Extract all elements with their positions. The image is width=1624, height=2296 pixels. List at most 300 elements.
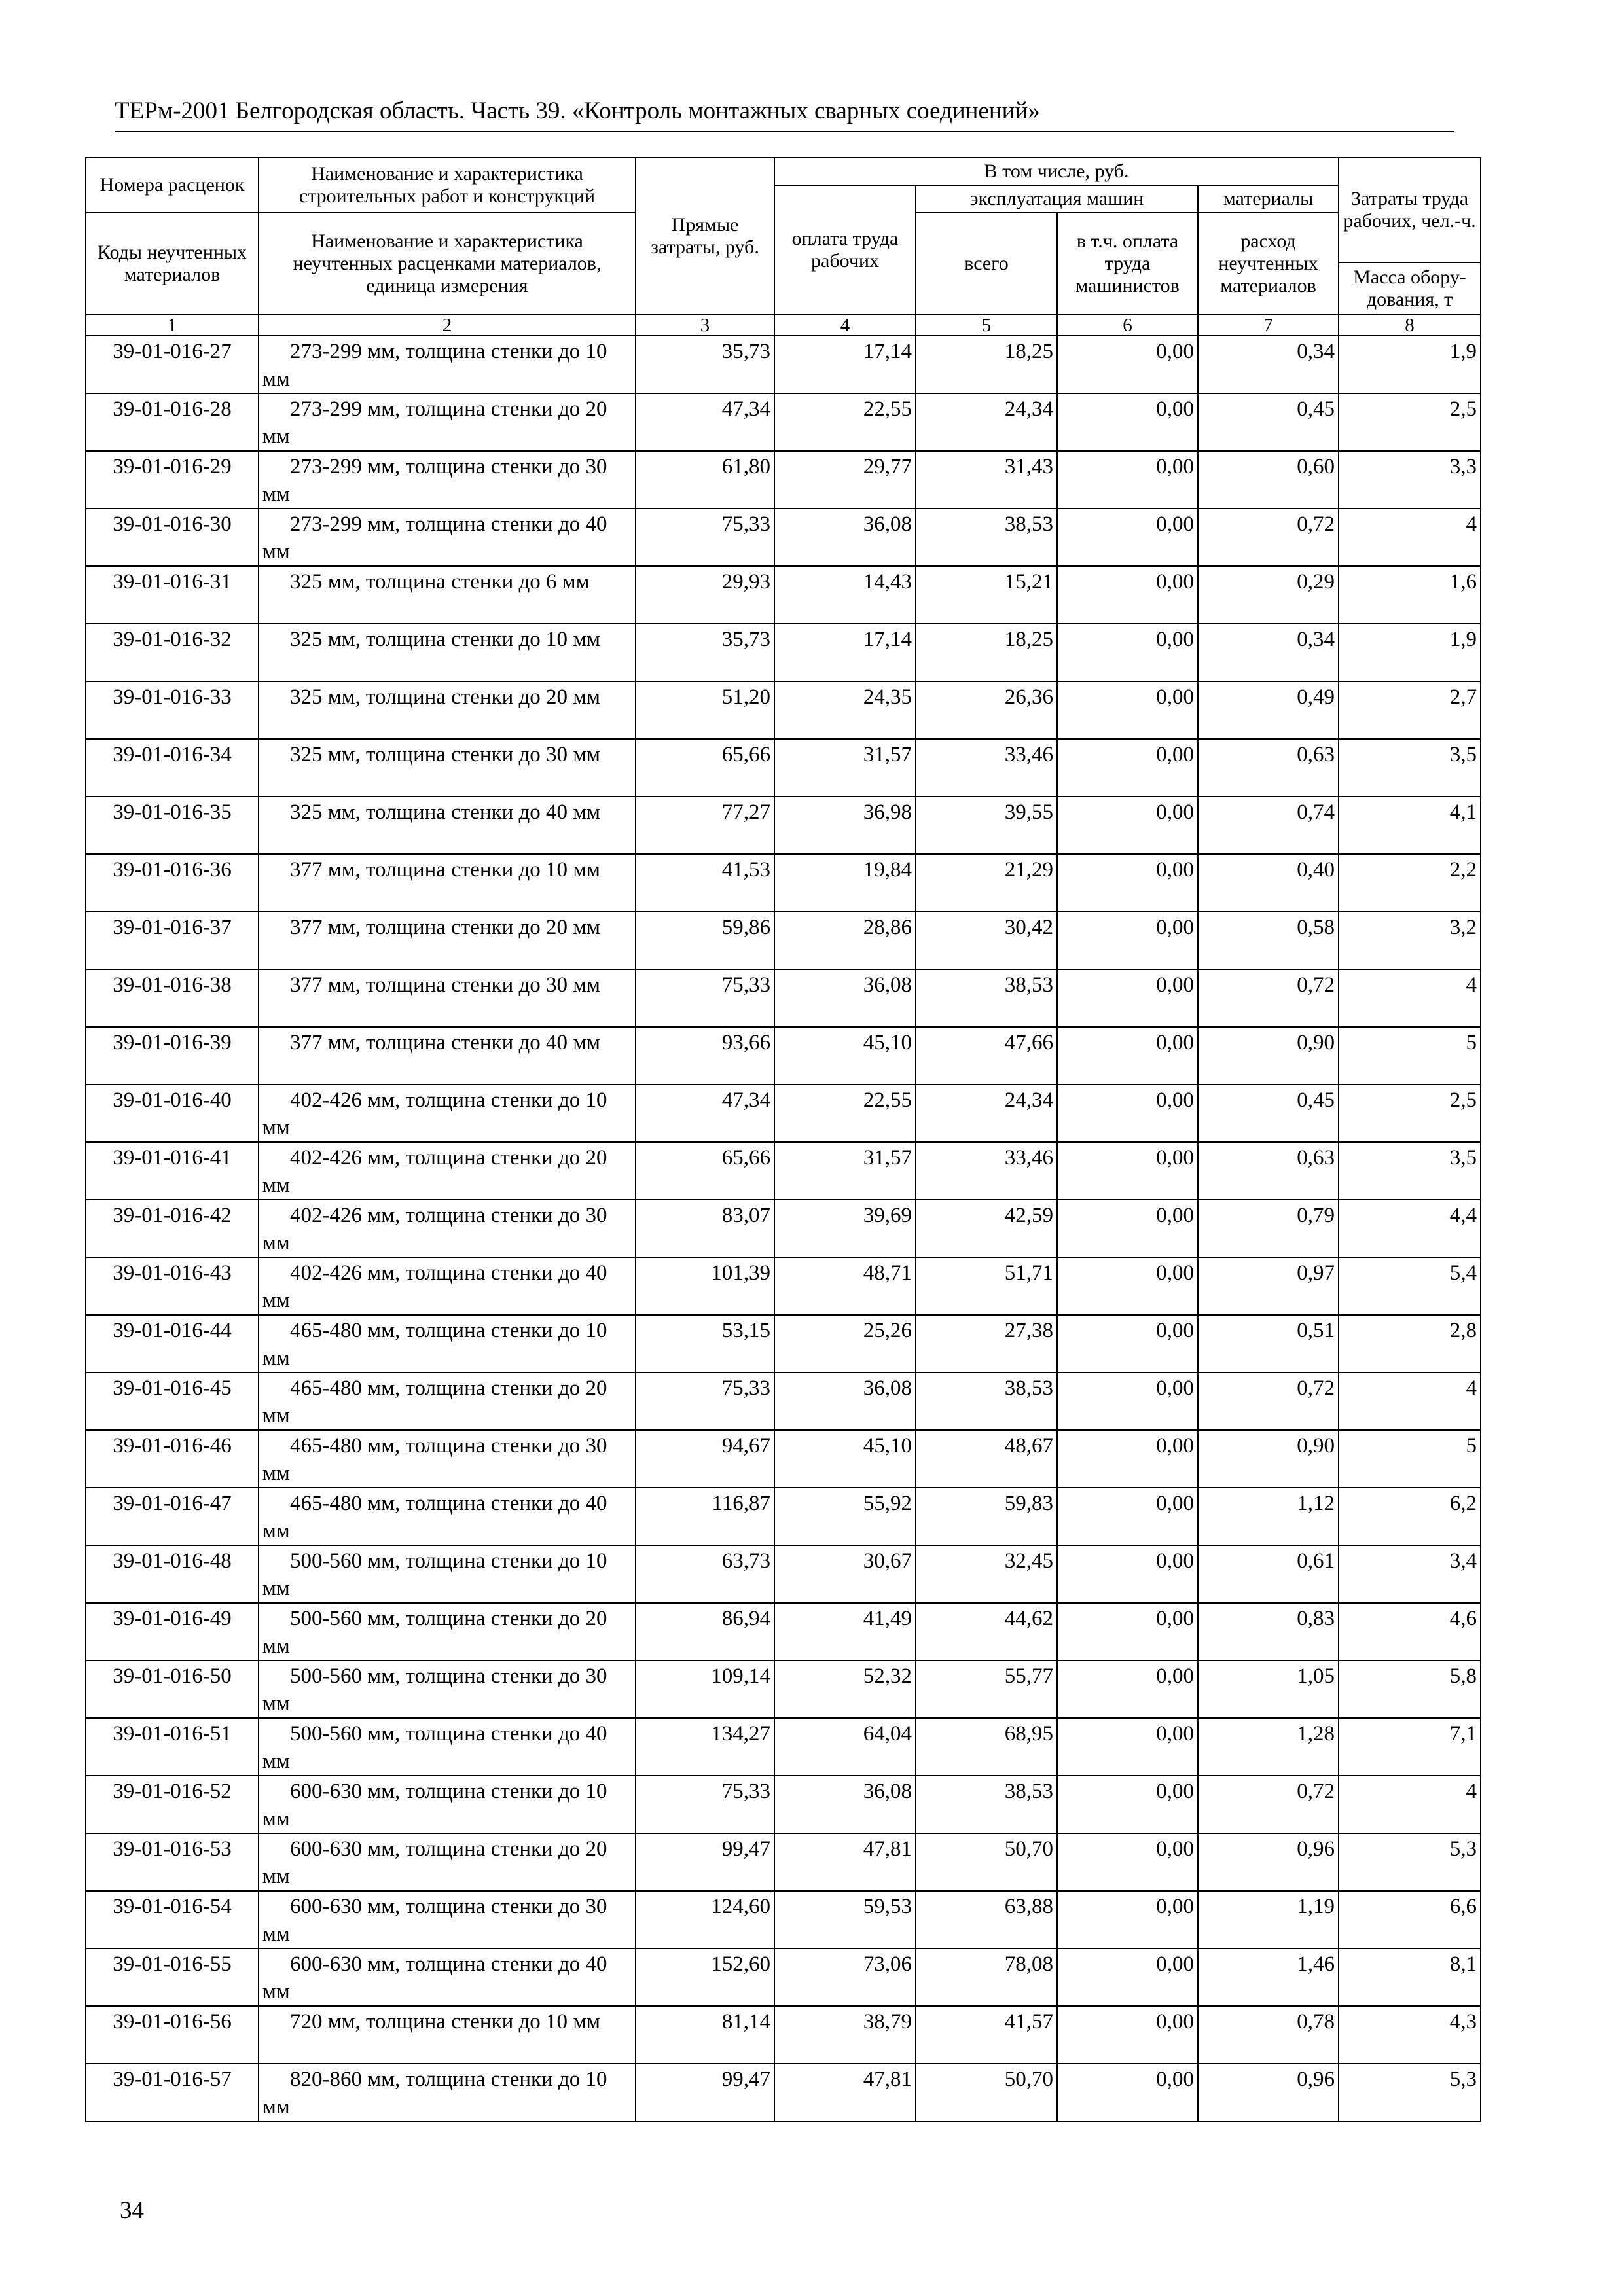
materials-cell: 0,45: [1198, 1085, 1339, 1142]
operator-pay-cell: 0,00: [1057, 1027, 1198, 1085]
machine-total-cell: 68,95: [916, 1718, 1057, 1776]
machine-total-cell: 27,38: [916, 1315, 1057, 1372]
table-row: [86, 1718, 1481, 1776]
header-materials: материалы: [1198, 185, 1339, 213]
rate-code-cell: 39-01-016-50: [86, 1660, 259, 1718]
labor-costs-cell: 5: [1339, 1027, 1481, 1085]
header-direct-costs: Прямые затраты, руб.: [636, 158, 774, 315]
direct-costs-cell: 152,60: [636, 1948, 774, 2006]
labor-costs-cell: 8,1: [1339, 1948, 1481, 2006]
worker-pay-cell: 14,43: [774, 566, 916, 624]
materials-cell: 0,45: [1198, 393, 1339, 451]
table-header: [86, 158, 1481, 336]
machine-total-cell: 18,25: [916, 624, 1057, 681]
rate-code-cell: 39-01-016-56: [86, 2006, 259, 2064]
labor-costs-cell: 5,3: [1339, 2064, 1481, 2121]
table-row: [86, 1948, 1481, 2006]
rate-code-cell: 39-01-016-32: [86, 624, 259, 681]
operator-pay-cell: 0,00: [1057, 336, 1198, 393]
rate-name-cell: 465-480 мм, толщина стенки до 40 мм: [259, 1488, 636, 1545]
direct-costs-cell: 99,47: [636, 2064, 774, 2121]
labor-costs-cell: 5,8: [1339, 1660, 1481, 1718]
operator-pay-cell: 0,00: [1057, 1315, 1198, 1372]
rate-code-cell: 39-01-016-51: [86, 1718, 259, 1776]
header-divider: [115, 131, 1454, 132]
direct-costs-cell: 83,07: [636, 1200, 774, 1257]
worker-pay-cell: 39,69: [774, 1200, 916, 1257]
rate-name-cell: 600-630 мм, толщина стенки до 40 мм: [259, 1948, 636, 2006]
direct-costs-cell: 116,87: [636, 1488, 774, 1545]
worker-pay-cell: 38,79: [774, 2006, 916, 2064]
rate-code-cell: 39-01-016-55: [86, 1948, 259, 2006]
worker-pay-cell: 45,10: [774, 1027, 916, 1085]
worker-pay-cell: 52,32: [774, 1660, 916, 1718]
worker-pay-cell: 28,86: [774, 912, 916, 969]
rate-name-cell: 273-299 мм, толщина стенки до 20 мм: [259, 393, 636, 451]
operator-pay-cell: 0,00: [1057, 739, 1198, 797]
rate-name-cell: 377 мм, толщина стенки до 10 мм: [259, 854, 636, 912]
labor-costs-cell: 2,7: [1339, 681, 1481, 739]
rate-code-cell: 39-01-016-33: [86, 681, 259, 739]
direct-costs-cell: 86,94: [636, 1603, 774, 1660]
machine-total-cell: 32,45: [916, 1545, 1057, 1603]
machine-total-cell: 59,83: [916, 1488, 1057, 1545]
header-rate-numbers: Номера расценок: [86, 158, 259, 213]
direct-costs-cell: 35,73: [636, 336, 774, 393]
rate-name-cell: 273-299 мм, толщина стенки до 40 мм: [259, 509, 636, 566]
rate-name-cell: 720 мм, толщина стенки до 10 мм: [259, 2006, 636, 2064]
rate-name-cell: 500-560 мм, толщина стенки до 30 мм: [259, 1660, 636, 1718]
machine-total-cell: 38,53: [916, 1372, 1057, 1430]
rate-name-cell: 600-630 мм, толщина стенки до 30 мм: [259, 1891, 636, 1948]
machine-total-cell: 50,70: [916, 2064, 1057, 2121]
labor-costs-cell: 4: [1339, 509, 1481, 566]
labor-costs-cell: 5,4: [1339, 1257, 1481, 1315]
rate-name-cell: 402-426 мм, толщина стенки до 10 мм: [259, 1085, 636, 1142]
rate-code-cell: 39-01-016-48: [86, 1545, 259, 1603]
rate-name-cell: 325 мм, толщина стенки до 20 мм: [259, 681, 636, 739]
operator-pay-cell: 0,00: [1057, 1257, 1198, 1315]
direct-costs-cell: 65,66: [636, 1142, 774, 1200]
direct-costs-cell: 134,27: [636, 1718, 774, 1776]
direct-costs-cell: 63,73: [636, 1545, 774, 1603]
materials-cell: 0,60: [1198, 451, 1339, 509]
materials-cell: 0,96: [1198, 1833, 1339, 1891]
header-operator-pay: в т.ч. оплата труда машинистов: [1057, 213, 1198, 315]
table-row: [86, 2006, 1481, 2064]
direct-costs-cell: 47,34: [636, 1085, 774, 1142]
materials-cell: 1,05: [1198, 1660, 1339, 1718]
header-total: всего: [916, 213, 1057, 315]
rate-code-cell: 39-01-016-28: [86, 393, 259, 451]
direct-costs-cell: 59,86: [636, 912, 774, 969]
direct-costs-cell: 94,67: [636, 1430, 774, 1488]
table-row: [86, 393, 1481, 451]
table-row: [86, 1200, 1481, 1257]
column-number: 2: [259, 315, 636, 336]
operator-pay-cell: 0,00: [1057, 1891, 1198, 1948]
machine-total-cell: 41,57: [916, 2006, 1057, 2064]
machine-total-cell: 38,53: [916, 509, 1057, 566]
labor-costs-cell: 1,6: [1339, 566, 1481, 624]
labor-costs-cell: 6,6: [1339, 1891, 1481, 1948]
labor-costs-cell: 5,3: [1339, 1833, 1481, 1891]
header-equipment-mass: Масса обору-дования, т: [1339, 262, 1481, 315]
labor-costs-cell: 3,5: [1339, 1142, 1481, 1200]
page-header-title: ТЕРм-2001 Белгородская область. Часть 39. «Контроль монтажных сварных соединений»: [115, 98, 1040, 124]
direct-costs-cell: 47,34: [636, 393, 774, 451]
machine-total-cell: 31,43: [916, 451, 1057, 509]
table-row: [86, 624, 1481, 681]
table-row: [86, 969, 1481, 1027]
table-row: [86, 1660, 1481, 1718]
worker-pay-cell: 73,06: [774, 1948, 916, 2006]
labor-costs-cell: 3,5: [1339, 739, 1481, 797]
direct-costs-cell: 65,66: [636, 739, 774, 797]
rate-code-cell: 39-01-016-44: [86, 1315, 259, 1372]
labor-costs-cell: 4,6: [1339, 1603, 1481, 1660]
table-row: [86, 681, 1481, 739]
rate-name-cell: 600-630 мм, толщина стенки до 10 мм: [259, 1776, 636, 1833]
labor-costs-cell: 3,2: [1339, 912, 1481, 969]
operator-pay-cell: 0,00: [1057, 1545, 1198, 1603]
rate-code-cell: 39-01-016-34: [86, 739, 259, 797]
worker-pay-cell: 47,81: [774, 2064, 916, 2121]
materials-cell: 0,72: [1198, 1776, 1339, 1833]
labor-costs-cell: 4: [1339, 1372, 1481, 1430]
machine-total-cell: 33,46: [916, 1142, 1057, 1200]
column-number: 4: [774, 315, 916, 336]
machine-total-cell: 47,66: [916, 1027, 1057, 1085]
labor-costs-cell: 2,5: [1339, 393, 1481, 451]
rate-name-cell: 377 мм, толщина стенки до 20 мм: [259, 912, 636, 969]
column-number: 3: [636, 315, 774, 336]
worker-pay-cell: 17,14: [774, 336, 916, 393]
worker-pay-cell: 25,26: [774, 1315, 916, 1372]
rate-name-cell: 325 мм, толщина стенки до 10 мм: [259, 624, 636, 681]
rate-name-cell: 402-426 мм, толщина стенки до 40 мм: [259, 1257, 636, 1315]
materials-cell: 0,72: [1198, 509, 1339, 566]
machine-total-cell: 26,36: [916, 681, 1057, 739]
rate-name-cell: 273-299 мм, толщина стенки до 30 мм: [259, 451, 636, 509]
worker-pay-cell: 24,35: [774, 681, 916, 739]
table-row: [86, 1776, 1481, 1833]
direct-costs-cell: 101,39: [636, 1257, 774, 1315]
labor-costs-cell: 3,3: [1339, 451, 1481, 509]
header-material-name: Наименование и характеристика неучтенных расценками материалов, единица измерения: [259, 213, 636, 315]
direct-costs-cell: 29,93: [636, 566, 774, 624]
rate-name-cell: 500-560 мм, толщина стенки до 20 мм: [259, 1603, 636, 1660]
direct-costs-cell: 51,20: [636, 681, 774, 739]
operator-pay-cell: 0,00: [1057, 1660, 1198, 1718]
rate-code-cell: 39-01-016-54: [86, 1891, 259, 1948]
rate-name-cell: 325 мм, толщина стенки до 30 мм: [259, 739, 636, 797]
direct-costs-cell: 53,15: [636, 1315, 774, 1372]
worker-pay-cell: 45,10: [774, 1430, 916, 1488]
rate-name-cell: 377 мм, толщина стенки до 40 мм: [259, 1027, 636, 1085]
operator-pay-cell: 0,00: [1057, 1718, 1198, 1776]
machine-total-cell: 33,46: [916, 739, 1057, 797]
machine-total-cell: 38,53: [916, 1776, 1057, 1833]
labor-costs-cell: 1,9: [1339, 624, 1481, 681]
header-worker-pay: оплата труда рабочих: [774, 185, 916, 315]
direct-costs-cell: 35,73: [636, 624, 774, 681]
materials-cell: 0,49: [1198, 681, 1339, 739]
rate-code-cell: 39-01-016-53: [86, 1833, 259, 1891]
page-number: 34: [120, 2197, 144, 2224]
rate-code-cell: 39-01-016-52: [86, 1776, 259, 1833]
operator-pay-cell: 0,00: [1057, 1142, 1198, 1200]
operator-pay-cell: 0,00: [1057, 2006, 1198, 2064]
materials-cell: 0,63: [1198, 1142, 1339, 1200]
table-row: [86, 797, 1481, 854]
direct-costs-cell: 77,27: [636, 797, 774, 854]
materials-cell: 0,34: [1198, 336, 1339, 393]
rate-code-cell: 39-01-016-37: [86, 912, 259, 969]
direct-costs-cell: 75,33: [636, 1372, 774, 1430]
rate-code-cell: 39-01-016-49: [86, 1603, 259, 1660]
operator-pay-cell: 0,00: [1057, 451, 1198, 509]
operator-pay-cell: 0,00: [1057, 1776, 1198, 1833]
machine-total-cell: 18,25: [916, 336, 1057, 393]
rate-name-cell: 500-560 мм, толщина стенки до 10 мм: [259, 1545, 636, 1603]
column-number: 7: [1198, 315, 1339, 336]
operator-pay-cell: 0,00: [1057, 912, 1198, 969]
operator-pay-cell: 0,00: [1057, 1488, 1198, 1545]
labor-costs-cell: 1,9: [1339, 336, 1481, 393]
direct-costs-cell: 75,33: [636, 509, 774, 566]
worker-pay-cell: 64,04: [774, 1718, 916, 1776]
rate-name-cell: 402-426 мм, толщина стенки до 30 мм: [259, 1200, 636, 1257]
worker-pay-cell: 59,53: [774, 1891, 916, 1948]
worker-pay-cell: 17,14: [774, 624, 916, 681]
machine-total-cell: 39,55: [916, 797, 1057, 854]
materials-cell: 0,74: [1198, 797, 1339, 854]
column-number: 6: [1057, 315, 1198, 336]
worker-pay-cell: 29,77: [774, 451, 916, 509]
machine-total-cell: 15,21: [916, 566, 1057, 624]
direct-costs-cell: 61,80: [636, 451, 774, 509]
operator-pay-cell: 0,00: [1057, 2064, 1198, 2121]
materials-cell: 0,79: [1198, 1200, 1339, 1257]
worker-pay-cell: 36,08: [774, 1776, 916, 1833]
materials-cell: 0,58: [1198, 912, 1339, 969]
machine-total-cell: 63,88: [916, 1891, 1057, 1948]
machine-total-cell: 24,34: [916, 1085, 1057, 1142]
rate-code-cell: 39-01-016-35: [86, 797, 259, 854]
materials-cell: 1,46: [1198, 1948, 1339, 2006]
worker-pay-cell: 41,49: [774, 1603, 916, 1660]
materials-cell: 0,61: [1198, 1545, 1339, 1603]
rate-code-cell: 39-01-016-31: [86, 566, 259, 624]
rate-name-cell: 273-299 мм, толщина стенки до 10 мм: [259, 336, 636, 393]
rate-name-cell: 465-480 мм, толщина стенки до 20 мм: [259, 1372, 636, 1430]
operator-pay-cell: 0,00: [1057, 1085, 1198, 1142]
operator-pay-cell: 0,00: [1057, 681, 1198, 739]
table-row: [86, 1545, 1481, 1603]
materials-cell: 0,29: [1198, 566, 1339, 624]
worker-pay-cell: 36,98: [774, 797, 916, 854]
worker-pay-cell: 31,57: [774, 739, 916, 797]
rate-code-cell: 39-01-016-40: [86, 1085, 259, 1142]
direct-costs-cell: 109,14: [636, 1660, 774, 1718]
worker-pay-cell: 19,84: [774, 854, 916, 912]
table-row: [86, 1891, 1481, 1948]
table-row: [86, 2064, 1481, 2121]
machine-total-cell: 55,77: [916, 1660, 1057, 1718]
operator-pay-cell: 0,00: [1057, 509, 1198, 566]
table-row: [86, 1430, 1481, 1488]
worker-pay-cell: 36,08: [774, 509, 916, 566]
operator-pay-cell: 0,00: [1057, 1948, 1198, 2006]
table-row: [86, 336, 1481, 393]
materials-cell: 1,28: [1198, 1718, 1339, 1776]
table-row: [86, 1833, 1481, 1891]
table-row: [86, 451, 1481, 509]
rate-code-cell: 39-01-016-38: [86, 969, 259, 1027]
machine-total-cell: 38,53: [916, 969, 1057, 1027]
rate-code-cell: 39-01-016-30: [86, 509, 259, 566]
worker-pay-cell: 47,81: [774, 1833, 916, 1891]
materials-cell: 0,34: [1198, 624, 1339, 681]
worker-pay-cell: 36,08: [774, 1372, 916, 1430]
rate-code-cell: 39-01-016-36: [86, 854, 259, 912]
rate-name-cell: 465-480 мм, толщина стенки до 30 мм: [259, 1430, 636, 1488]
rate-name-cell: 325 мм, толщина стенки до 40 мм: [259, 797, 636, 854]
rate-name-cell: 500-560 мм, толщина стенки до 40 мм: [259, 1718, 636, 1776]
rate-code-cell: 39-01-016-41: [86, 1142, 259, 1200]
rates-table: [85, 157, 1481, 2122]
direct-costs-cell: 41,53: [636, 854, 774, 912]
materials-cell: 0,90: [1198, 1430, 1339, 1488]
table-row: [86, 1085, 1481, 1142]
worker-pay-cell: 55,92: [774, 1488, 916, 1545]
labor-costs-cell: 7,1: [1339, 1718, 1481, 1776]
rate-code-cell: 39-01-016-47: [86, 1488, 259, 1545]
direct-costs-cell: 75,33: [636, 1776, 774, 1833]
rate-code-cell: 39-01-016-46: [86, 1430, 259, 1488]
rate-code-cell: 39-01-016-39: [86, 1027, 259, 1085]
labor-costs-cell: 2,2: [1339, 854, 1481, 912]
machine-total-cell: 78,08: [916, 1948, 1057, 2006]
direct-costs-cell: 93,66: [636, 1027, 774, 1085]
labor-costs-cell: 4,1: [1339, 797, 1481, 854]
worker-pay-cell: 30,67: [774, 1545, 916, 1603]
operator-pay-cell: 0,00: [1057, 624, 1198, 681]
operator-pay-cell: 0,00: [1057, 1372, 1198, 1430]
table-body: [86, 336, 1481, 2121]
materials-cell: 0,51: [1198, 1315, 1339, 1372]
rate-code-cell: 39-01-016-57: [86, 2064, 259, 2121]
machine-total-cell: 50,70: [916, 1833, 1057, 1891]
table-row: [86, 1603, 1481, 1660]
labor-costs-cell: 2,8: [1339, 1315, 1481, 1372]
header-material-codes: Коды неучтенных материалов: [86, 213, 259, 315]
materials-cell: 1,19: [1198, 1891, 1339, 1948]
rate-name-cell: 600-630 мм, толщина стенки до 20 мм: [259, 1833, 636, 1891]
rate-code-cell: 39-01-016-27: [86, 336, 259, 393]
rate-name-cell: 820-860 мм, толщина стенки до 10 мм: [259, 2064, 636, 2121]
column-number: 5: [916, 315, 1057, 336]
machine-total-cell: 51,71: [916, 1257, 1057, 1315]
header-unaccounted-consumption: расход неучтенных материалов: [1198, 213, 1339, 315]
labor-costs-cell: 4: [1339, 1776, 1481, 1833]
operator-pay-cell: 0,00: [1057, 797, 1198, 854]
header-labor-costs: Затраты труда рабочих, чел.-ч.: [1339, 158, 1481, 262]
table-row: [86, 1142, 1481, 1200]
worker-pay-cell: 31,57: [774, 1142, 916, 1200]
table-row: [86, 1027, 1481, 1085]
worker-pay-cell: 22,55: [774, 393, 916, 451]
labor-costs-cell: 4: [1339, 969, 1481, 1027]
machine-total-cell: 30,42: [916, 912, 1057, 969]
machine-total-cell: 48,67: [916, 1430, 1057, 1488]
materials-cell: 0,83: [1198, 1603, 1339, 1660]
table-row: [86, 739, 1481, 797]
table-row: [86, 1488, 1481, 1545]
operator-pay-cell: 0,00: [1057, 1430, 1198, 1488]
machine-total-cell: 24,34: [916, 393, 1057, 451]
materials-cell: 0,97: [1198, 1257, 1339, 1315]
machine-total-cell: 44,62: [916, 1603, 1057, 1660]
operator-pay-cell: 0,00: [1057, 1603, 1198, 1660]
worker-pay-cell: 22,55: [774, 1085, 916, 1142]
materials-cell: 0,72: [1198, 1372, 1339, 1430]
table-row: [86, 509, 1481, 566]
operator-pay-cell: 0,00: [1057, 1833, 1198, 1891]
worker-pay-cell: 48,71: [774, 1257, 916, 1315]
materials-cell: 0,90: [1198, 1027, 1339, 1085]
labor-costs-cell: 3,4: [1339, 1545, 1481, 1603]
materials-cell: 0,72: [1198, 969, 1339, 1027]
rate-name-cell: 377 мм, толщина стенки до 30 мм: [259, 969, 636, 1027]
direct-costs-cell: 124,60: [636, 1891, 774, 1948]
materials-cell: 1,12: [1198, 1488, 1339, 1545]
machine-total-cell: 42,59: [916, 1200, 1057, 1257]
table-row: [86, 1372, 1481, 1430]
direct-costs-cell: 75,33: [636, 969, 774, 1027]
header-machine-operation: эксплуатация машин: [916, 185, 1198, 213]
table-row: [86, 1315, 1481, 1372]
labor-costs-cell: 4,3: [1339, 2006, 1481, 2064]
machine-total-cell: 21,29: [916, 854, 1057, 912]
labor-costs-cell: 5: [1339, 1430, 1481, 1488]
rate-name-cell: 402-426 мм, толщина стенки до 20 мм: [259, 1142, 636, 1200]
table-row: [86, 566, 1481, 624]
table-row: [86, 912, 1481, 969]
operator-pay-cell: 0,00: [1057, 969, 1198, 1027]
operator-pay-cell: 0,00: [1057, 1200, 1198, 1257]
table-row: [86, 1257, 1481, 1315]
header-including: В том числе, руб.: [774, 158, 1339, 185]
materials-cell: 0,78: [1198, 2006, 1339, 2064]
table-row: [86, 854, 1481, 912]
labor-costs-cell: 4,4: [1339, 1200, 1481, 1257]
labor-costs-cell: 2,5: [1339, 1085, 1481, 1142]
operator-pay-cell: 0,00: [1057, 393, 1198, 451]
header-work-name: Наименование и характеристика строительных работ и конструкций: [259, 158, 636, 213]
rate-code-cell: 39-01-016-29: [86, 451, 259, 509]
rate-code-cell: 39-01-016-42: [86, 1200, 259, 1257]
column-number: 1: [86, 315, 259, 336]
rate-name-cell: 325 мм, толщина стенки до 6 мм: [259, 566, 636, 624]
materials-cell: 0,63: [1198, 739, 1339, 797]
labor-costs-cell: 6,2: [1339, 1488, 1481, 1545]
operator-pay-cell: 0,00: [1057, 854, 1198, 912]
worker-pay-cell: 36,08: [774, 969, 916, 1027]
rate-code-cell: 39-01-016-43: [86, 1257, 259, 1315]
rate-name-cell: 465-480 мм, толщина стенки до 10 мм: [259, 1315, 636, 1372]
